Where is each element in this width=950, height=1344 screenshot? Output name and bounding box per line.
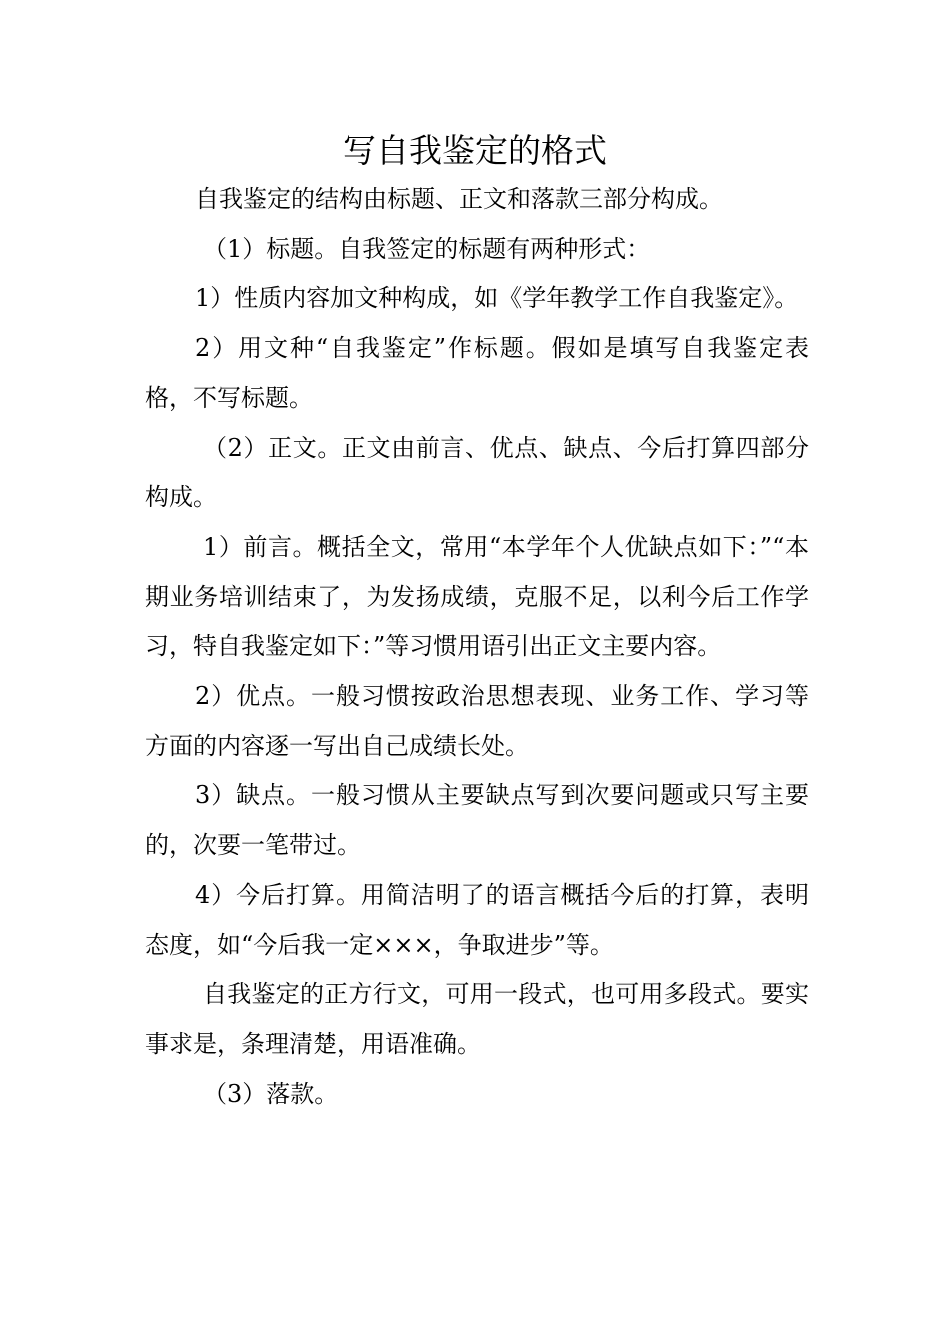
paragraph-signature-section: （3）落款。: [203, 1079, 339, 1108]
paragraph-structure: 自我鉴定的结构由标题、正文和落款三部分构成。: [195, 185, 723, 213]
paragraph-title-form-1: 1）性质内容加文种构成，如《学年教学工作自我鉴定》。: [195, 284, 799, 313]
paragraph-title-form-2: 2）用文种“自我鉴定”作标题。假如是填写自我鉴定表格，不写标题。: [145, 334, 809, 412]
paragraph-strengths: 2）优点。一般习惯按政治思想表现、业务工作、学习等方面的内容逐一写出自己成绩长处。: [145, 682, 809, 760]
paragraph-title-section: （1）标题。自我签定的标题有两种形式：: [203, 234, 651, 263]
document-body: [145, 175, 809, 1119]
paragraph-preface: 1）前言。概括全文，常用“本学年个人优缺点如下：”“本期业务培训结束了，为发扬成绩，克服不足，以利今后工作学习，特自我鉴定如下：”等习惯用语引出正文主要内容。: [145, 532, 809, 661]
document-title: 写自我鉴定的格式: [343, 131, 607, 170]
paragraph-body-section: （2）正文。正文由前言、优点、缺点、今后打算四部分构成。: [145, 433, 809, 512]
paragraph-weaknesses: 3）缺点。一般习惯从主要缺点写到次要问题或只写主要的，次要一笔带过。: [145, 781, 809, 860]
paragraph-future-plans: 4）今后打算。用简洁明了的语言概括今后的打算，表明态度，如“今后我一定×××，争取进步”等。: [145, 880, 809, 959]
paragraph-writing-style: 自我鉴定的正方行文，可用一段式，也可用多段式。要实事求是，条理清楚，用语准确。: [145, 980, 809, 1058]
